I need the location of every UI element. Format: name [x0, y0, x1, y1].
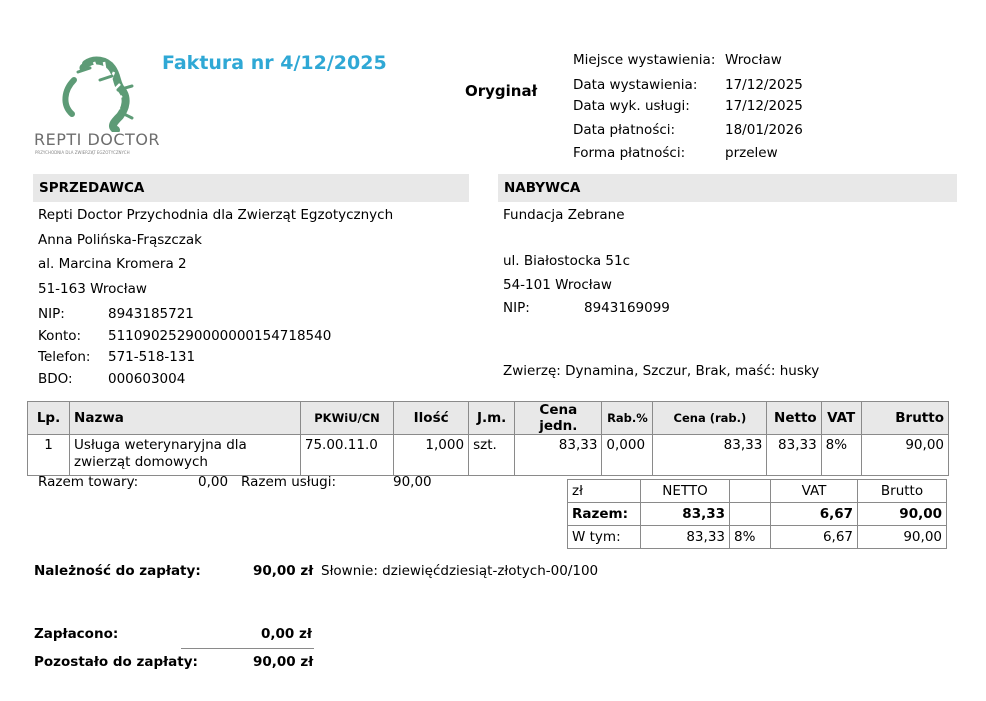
sum-total-label: Razem:: [568, 503, 641, 526]
buyer-city: 54-101 Wrocław: [503, 277, 612, 293]
col-unit: J.m.: [469, 402, 515, 435]
sum-h-gross: Brutto: [858, 480, 947, 503]
meta-label: Miejsce wystawienia:: [573, 52, 716, 68]
row-qty: 1,000: [394, 435, 469, 476]
services-total: 90,00: [393, 474, 432, 490]
col-pkwiu: PKWiU/CN: [300, 402, 393, 435]
col-net: Netto: [767, 402, 821, 435]
seller-tel-label: Telefon:: [38, 349, 91, 365]
vat-summary-table: [567, 479, 947, 549]
meta-label: Forma płatności:: [573, 145, 686, 161]
buyer-street: ul. Białostocka 51c: [503, 253, 631, 269]
amount-due: 90,00 zł: [253, 563, 314, 579]
row-price-disc: 83,33: [653, 435, 767, 476]
sum-incl-rate: 8%: [730, 526, 771, 549]
meta-value: przelew: [725, 145, 778, 161]
seller-name: Repti Doctor Przychodnia dla Zwierząt Egzotycznych: [38, 207, 394, 223]
meta-value: 17/12/2025: [725, 77, 803, 93]
col-lp: Lp.: [28, 402, 70, 435]
sum-h-vat: VAT: [771, 480, 858, 503]
buyer-header-label: NABYWCA: [504, 180, 581, 196]
col-qty: Ilość: [394, 402, 469, 435]
row-gross: 90,00: [861, 435, 948, 476]
company-logo: [34, 50, 159, 160]
seller-header: [33, 174, 469, 202]
row-pkwiu: 75.00.11.0: [300, 435, 393, 476]
services-total-label: Razem usługi:: [241, 474, 337, 490]
seller-tel: 571-518-131: [108, 349, 196, 365]
amount-due-label: Należność do zapłaty:: [34, 563, 201, 579]
row-disc: 0,000: [602, 435, 653, 476]
seller-city: 51-163 Wrocław: [38, 281, 147, 297]
row-price: 83,33: [515, 435, 602, 476]
logo-name: REPTI DOCTOR: [34, 130, 161, 149]
row-unit: szt.: [469, 435, 515, 476]
meta-value: 18/01/2026: [725, 122, 803, 138]
paid-amount: 0,00 zł: [261, 626, 312, 642]
buyer-nip: 8943169099: [584, 300, 670, 316]
remaining-label: Pozostało do zapłaty:: [34, 654, 198, 670]
invoice-copy-label: Oryginał: [465, 82, 538, 100]
col-vat: VAT: [821, 402, 861, 435]
sum-total-vat: 6,67: [771, 503, 858, 526]
sum-incl-vat: 6,67: [771, 526, 858, 549]
divider: [181, 648, 314, 649]
meta-value: 17/12/2025: [725, 98, 803, 114]
sum-total-net: 83,33: [641, 503, 730, 526]
sum-currency: zł: [568, 480, 641, 503]
row-name: Usługa weterynaryjna dla zwierząt domowych: [70, 435, 301, 476]
amount-words: Słownie: dziewięćdziesiąt-złotych-00/100: [321, 563, 599, 579]
table-row: [28, 435, 949, 476]
seller-bdo-label: BDO:: [38, 371, 73, 387]
seller-konto-label: Konto:: [38, 328, 82, 344]
buyer-name: Fundacja Zebrane: [503, 207, 625, 223]
row-lp: 1: [28, 435, 70, 476]
meta-value: Wrocław: [725, 52, 782, 68]
buyer-header: [498, 174, 957, 202]
goods-total: 0,00: [198, 474, 229, 490]
sum-incl-net: 83,33: [641, 526, 730, 549]
row-net: 83,33: [767, 435, 821, 476]
lizard-logo-icon: [34, 50, 159, 132]
sum-h-net: NETTO: [641, 480, 730, 503]
meta-label: Data płatności:: [573, 122, 676, 138]
row-vat: 8%: [821, 435, 861, 476]
meta-label: Data wystawienia:: [573, 77, 698, 93]
seller-nip: 8943185721: [108, 306, 194, 322]
seller-street: al. Marcina Kromera 2: [38, 256, 187, 272]
buyer-animal: Zwierzę: Dynamina, Szczur, Brak, maść: husky: [503, 363, 820, 379]
meta-label: Data wyk. usługi:: [573, 98, 690, 114]
remaining-amount: 90,00 zł: [253, 654, 314, 670]
goods-total-label: Razem towary:: [38, 474, 139, 490]
items-table: [27, 401, 949, 476]
col-gross: Brutto: [861, 402, 948, 435]
seller-header-label: SPRZEDAWCA: [39, 180, 145, 196]
col-name: Nazwa: [70, 402, 301, 435]
buyer-nip-label: NIP:: [503, 300, 530, 316]
col-price-disc: Cena (rab.): [653, 402, 767, 435]
seller-person: Anna Polińska-Frąszczak: [38, 232, 202, 248]
col-disc: Rab.%: [602, 402, 653, 435]
seller-konto: 51109025290000000154718540: [108, 328, 332, 344]
logo-tagline: PRZYCHODNIA DLA ZWIERZĄT EGZOTYCZNYCH: [35, 150, 130, 155]
paid-label: Zapłacono:: [34, 626, 119, 642]
sum-total-gross: 90,00: [858, 503, 947, 526]
seller-bdo: 000603004: [108, 371, 186, 387]
invoice-title: Faktura nr 4/12/2025: [162, 52, 387, 74]
sum-incl-gross: 90,00: [858, 526, 947, 549]
seller-nip-label: NIP:: [38, 306, 65, 322]
sum-incl-label: W tym:: [568, 526, 641, 549]
col-price: Cena jedn.: [515, 402, 602, 435]
